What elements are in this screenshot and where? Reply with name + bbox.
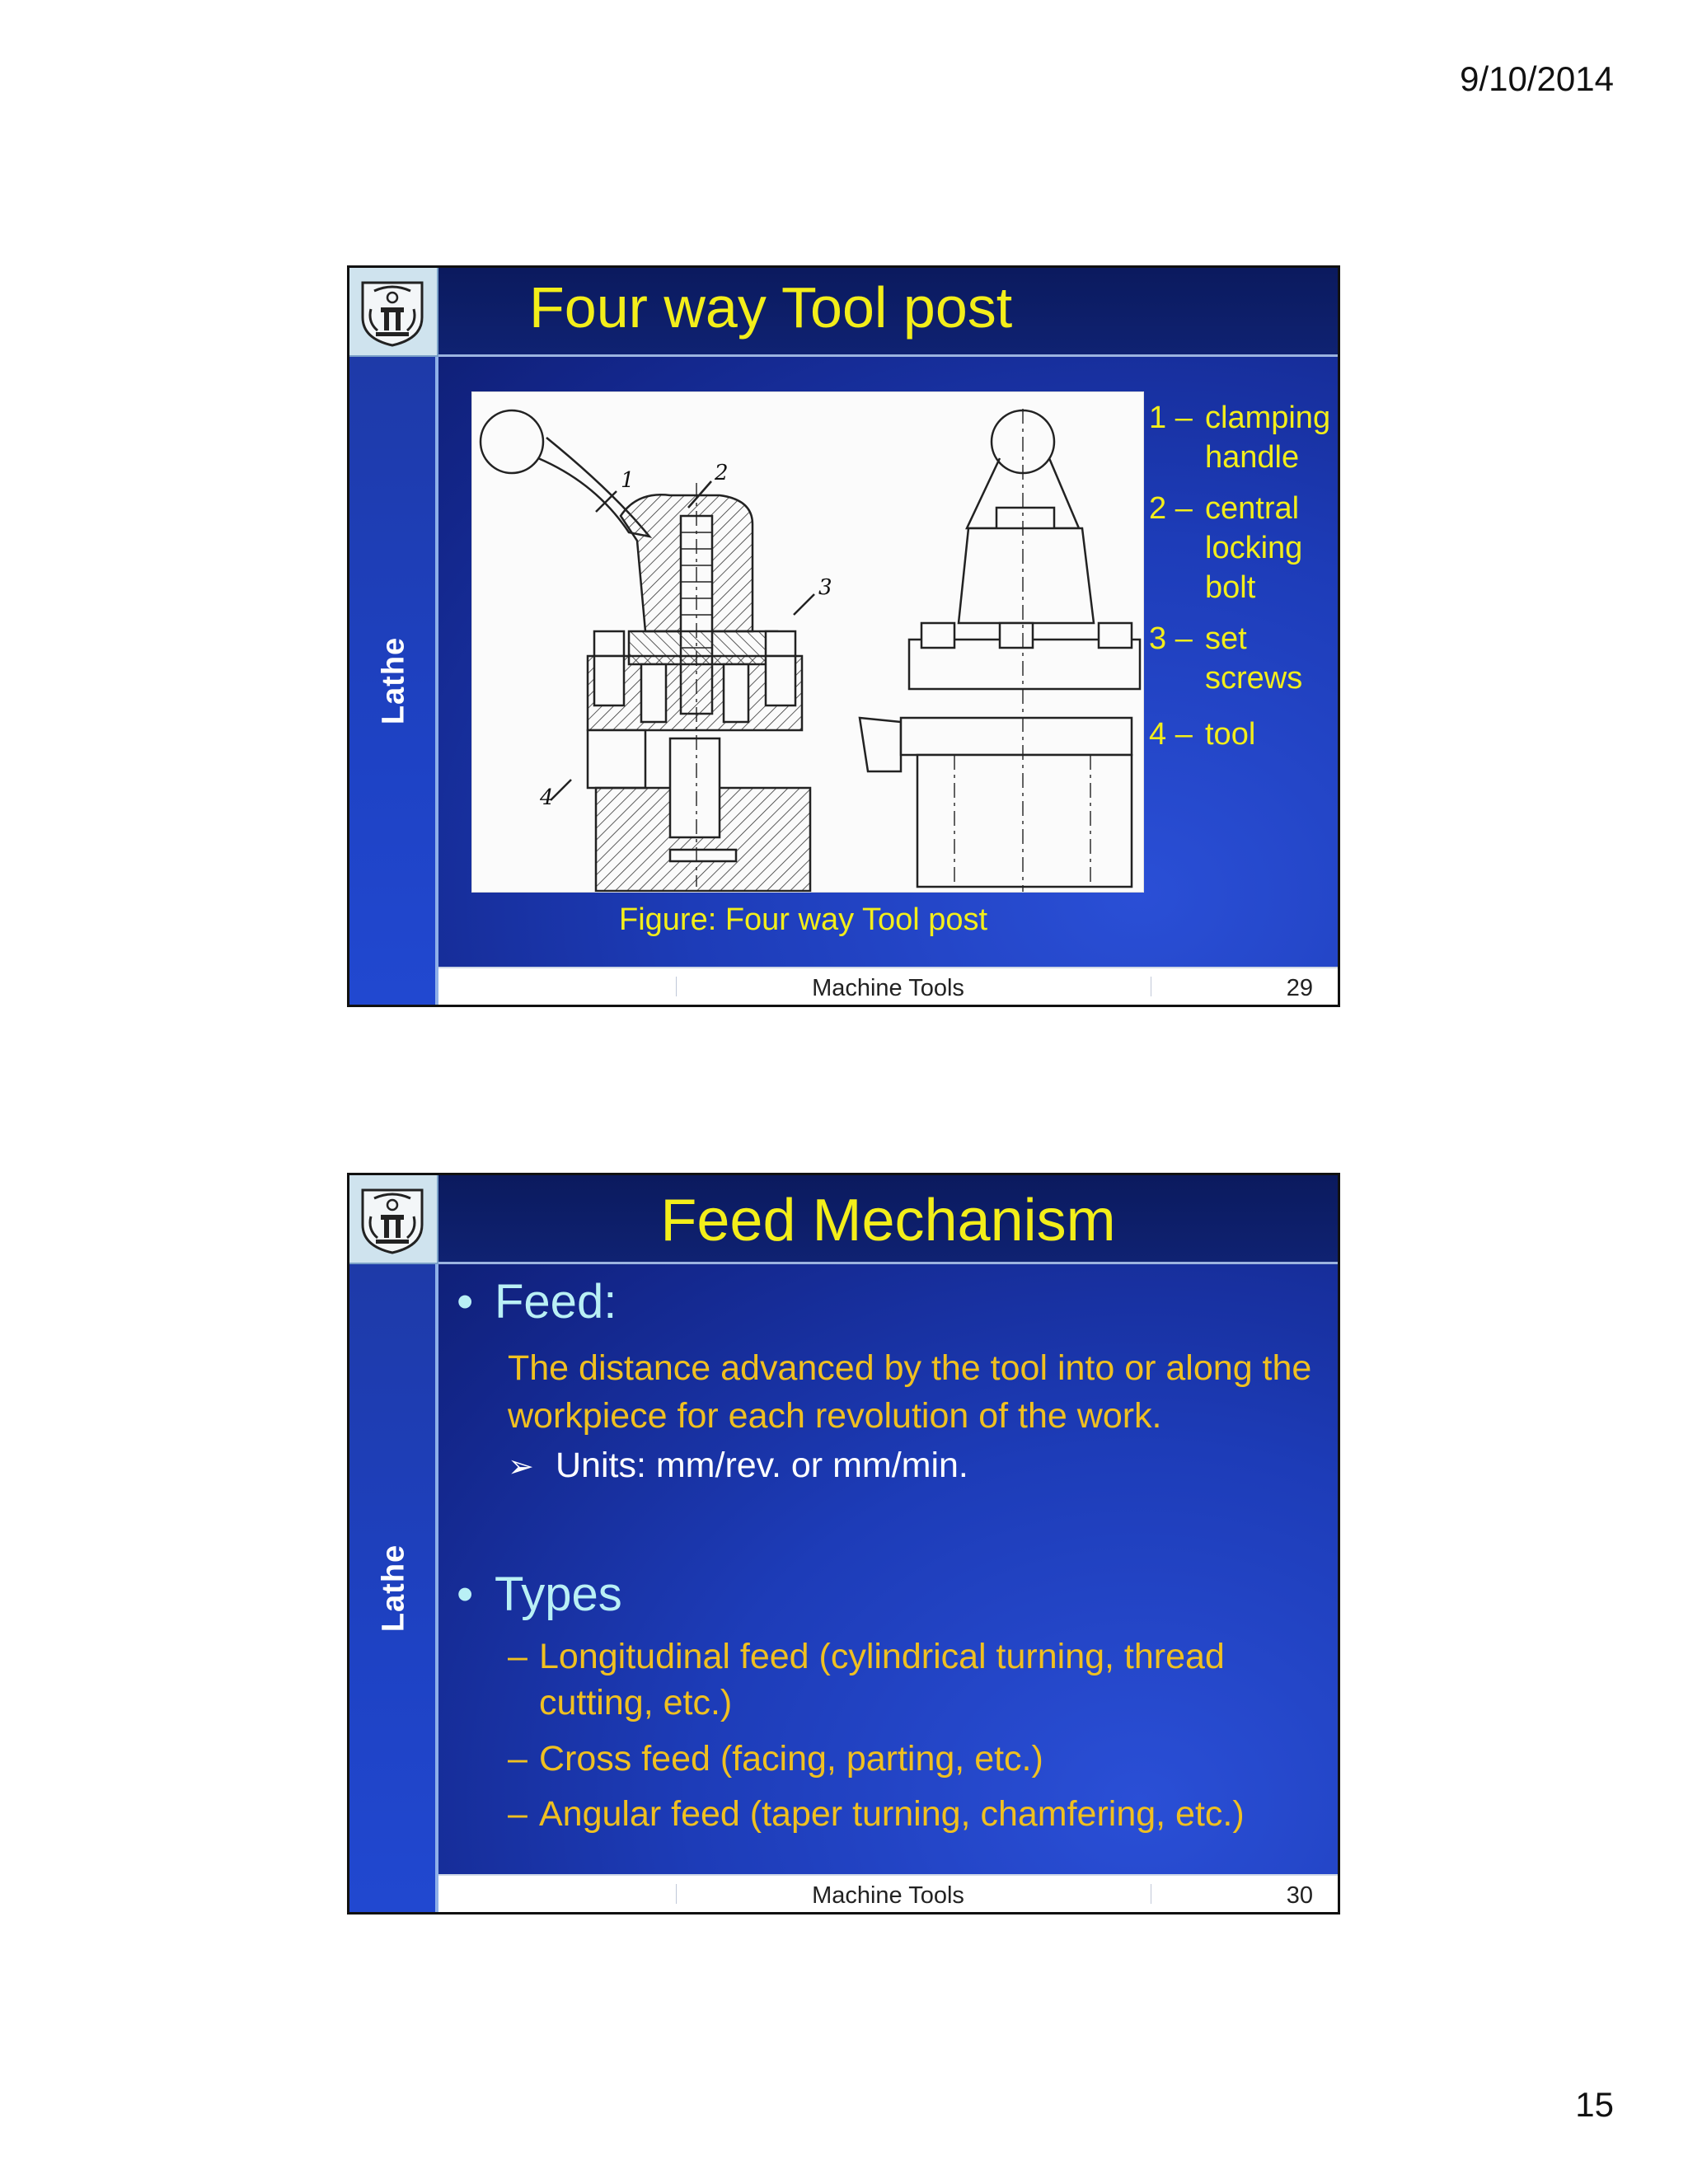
institute-emblem-icon: [354, 273, 430, 349]
footer-title: Machine Tools: [812, 1882, 964, 1909]
slide-title: Four way Tool post: [529, 275, 1013, 340]
page-date: 9/10/2014: [1460, 59, 1614, 98]
feed-definition: The distance advanced by the tool into or along the workpiece for each revolution of the work.: [508, 1348, 1312, 1436]
footer-title: Machine Tools: [812, 975, 964, 1001]
slide-number: 30: [1286, 1882, 1313, 1909]
section-label: Lathe: [376, 1544, 411, 1633]
bullet-feed: • Feed:: [457, 1275, 617, 1329]
figure-label-3: 3: [818, 575, 832, 600]
institute-emblem-icon: [354, 1180, 430, 1256]
slide-four-way-tool-post: [347, 265, 1340, 1007]
type-item-angular: – Angular feed (taper turning, chamfering, etc.): [508, 1794, 1245, 1834]
arrow-bullet-icon: ➢: [508, 1450, 534, 1484]
slide-feed-mechanism: [347, 1173, 1340, 1915]
logo-box: [349, 1175, 438, 1264]
slide-title: Feed Mechanism: [660, 1188, 1116, 1254]
slide-footer: [438, 1874, 1338, 1912]
side-bar: [349, 1264, 438, 1912]
type-item-longitudinal: – Longitudinal feed (cylindrical turning, thread cutting, etc.): [508, 1637, 1225, 1722]
legend-item-4: 4 – tool: [1149, 717, 1256, 752]
bullet-dot-icon: •: [457, 1568, 474, 1621]
slide-footer: [438, 967, 1338, 1005]
legend-item-3: 3 – set screws: [1149, 621, 1303, 696]
slide-number: 29: [1286, 975, 1313, 1001]
figure-caption: Figure: Four way Tool post: [619, 902, 988, 937]
figure-label-4: 4: [540, 785, 554, 810]
figure-label-2: 2: [715, 461, 729, 485]
side-bar: [349, 357, 438, 1005]
logo-box: [349, 268, 438, 357]
figure-label-1: 1: [621, 468, 635, 493]
tool-post-drawing: [472, 392, 1143, 892]
bullet-dot-icon: •: [457, 1275, 474, 1329]
tool-post-figure: [471, 391, 1144, 893]
legend-item-1: 1 – clamping handle: [1149, 401, 1331, 475]
section-label: Lathe: [376, 636, 411, 725]
parts-legend: [1149, 398, 1330, 766]
page-number: 15: [1575, 2085, 1614, 2124]
type-item-cross: – Cross feed (facing, parting, etc.): [508, 1739, 1043, 1779]
units-line: ➢ Units: mm/rev. or mm/min.: [508, 1446, 968, 1485]
bullet-types: • Types: [457, 1568, 622, 1621]
legend-item-2: 2 – central locking bolt: [1149, 491, 1303, 605]
